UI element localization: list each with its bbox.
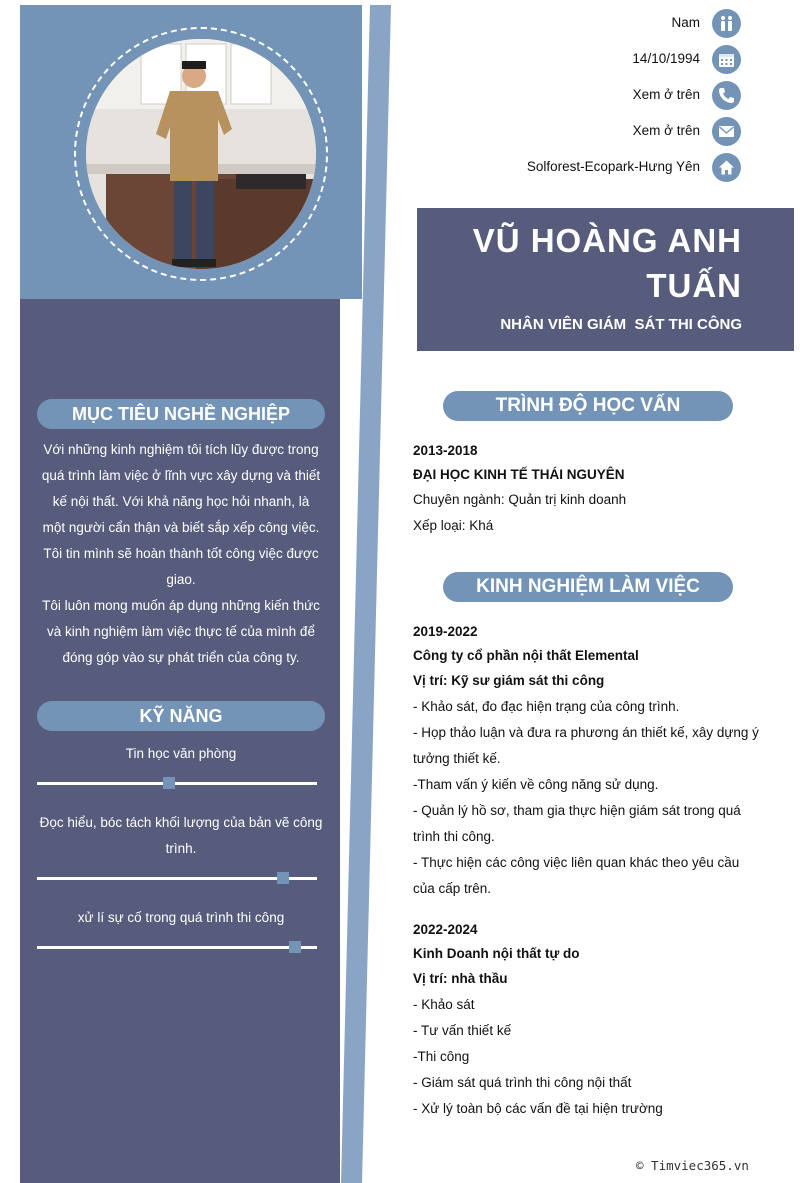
calendar-icon bbox=[712, 45, 741, 74]
skill-bar bbox=[37, 877, 317, 880]
profile-photo bbox=[86, 39, 316, 269]
skill-bar bbox=[37, 946, 317, 949]
skill-bar bbox=[37, 782, 317, 785]
skill-name: Đọc hiểu, bóc tách khối lượng của bản vẽ công trình. bbox=[39, 815, 323, 856]
skill-level-marker bbox=[277, 872, 289, 884]
phone-text: Xem ở trên bbox=[632, 87, 700, 102]
job-duties: - Khảo sát, đo đạc hiện trạng của công trình. - Họp thảo luận và đưa ra phương án thiết kế, xây dựng ý tưởng thiết kế. -Tham vấn ý kiến về công năng sử dụng. - Quản lý hồ sơ, tham gia thực hiện giám sát trong quá trình thi công. - Thực hiện các công việc liên quan khác theo yêu cầu của cấp trên. bbox=[413, 699, 759, 896]
name-line-2: TUẤN bbox=[646, 267, 742, 304]
name-line-1: VŨ HOÀNG ANH bbox=[472, 222, 742, 259]
phone-icon bbox=[712, 81, 741, 110]
email-text: Xem ở trên bbox=[632, 123, 700, 138]
education-school: ĐẠI HỌC KINH TẾ THÁI NGUYÊN bbox=[413, 467, 625, 482]
skill-level-marker bbox=[163, 777, 175, 789]
education-period: 2013-2018 bbox=[413, 443, 478, 458]
mail-icon bbox=[712, 117, 741, 146]
footer-watermark: © Timviec365.vn bbox=[636, 1158, 749, 1173]
home-icon bbox=[712, 153, 741, 182]
job-position: Vị trí: Kỹ sư giám sát thi công bbox=[413, 673, 605, 688]
skills-heading: KỸ NĂNG bbox=[37, 701, 325, 731]
experience-heading: KINH NGHIỆM LÀM VIỆC bbox=[443, 572, 733, 602]
skill-level-marker bbox=[289, 941, 301, 953]
education-major: Chuyên ngành: Quản trị kinh doanh bbox=[413, 492, 627, 507]
name-banner bbox=[417, 208, 794, 351]
address-text: Solforest-Ecopark-Hưng Yên bbox=[526, 159, 700, 174]
job-company: Kinh Doanh nội thất tự do bbox=[413, 946, 580, 961]
education-heading: TRÌNH ĐỘ HỌC VẤN bbox=[443, 391, 733, 421]
job-company: Công ty cổ phần nội thất Elemental bbox=[413, 648, 639, 663]
skill-name: xử lí sự cố trong quá trình thi công bbox=[77, 910, 285, 925]
birthday-text: 14/10/1994 bbox=[632, 51, 700, 66]
job-position: Vị trí: nhà thầu bbox=[413, 971, 508, 986]
skill-name: Tin học văn phòng bbox=[125, 746, 237, 761]
objective-text: Với những kinh nghiệm tôi tích lũy được trong quá trình làm việc ở lĩnh vực xây dựng và thiết kế nội thất. Với khả năng học hỏi nhanh, là một người cẩn thận và biết sắp xếp công việc. Tôi tin mình sẽ hoàn thành tốt công việc được giao. Tôi luôn mong muốn áp dụng những kiến thức và kinh nghiệm làm việc thực tế của mình để đóng góp vào sự phát triển của công ty. bbox=[41, 442, 321, 665]
gender-icon bbox=[712, 9, 741, 38]
objective-heading: MỤC TIÊU NGHỀ NGHIỆP bbox=[37, 399, 325, 429]
job-period: 2022-2024 bbox=[413, 922, 478, 937]
gender-text: Nam bbox=[671, 15, 700, 30]
job-duties: - Khảo sát - Tư vấn thiết kế -Thi công - Giám sát quá trình thi công nội thất - Xử lý toàn bộ các vấn đề tại hiện trường bbox=[413, 997, 663, 1116]
job-period: 2019-2022 bbox=[413, 624, 478, 639]
education-rank: Xếp loại: Khá bbox=[413, 518, 494, 533]
job-title: NHÂN VIÊN GIÁM SÁT THI CÔNG bbox=[500, 316, 742, 333]
